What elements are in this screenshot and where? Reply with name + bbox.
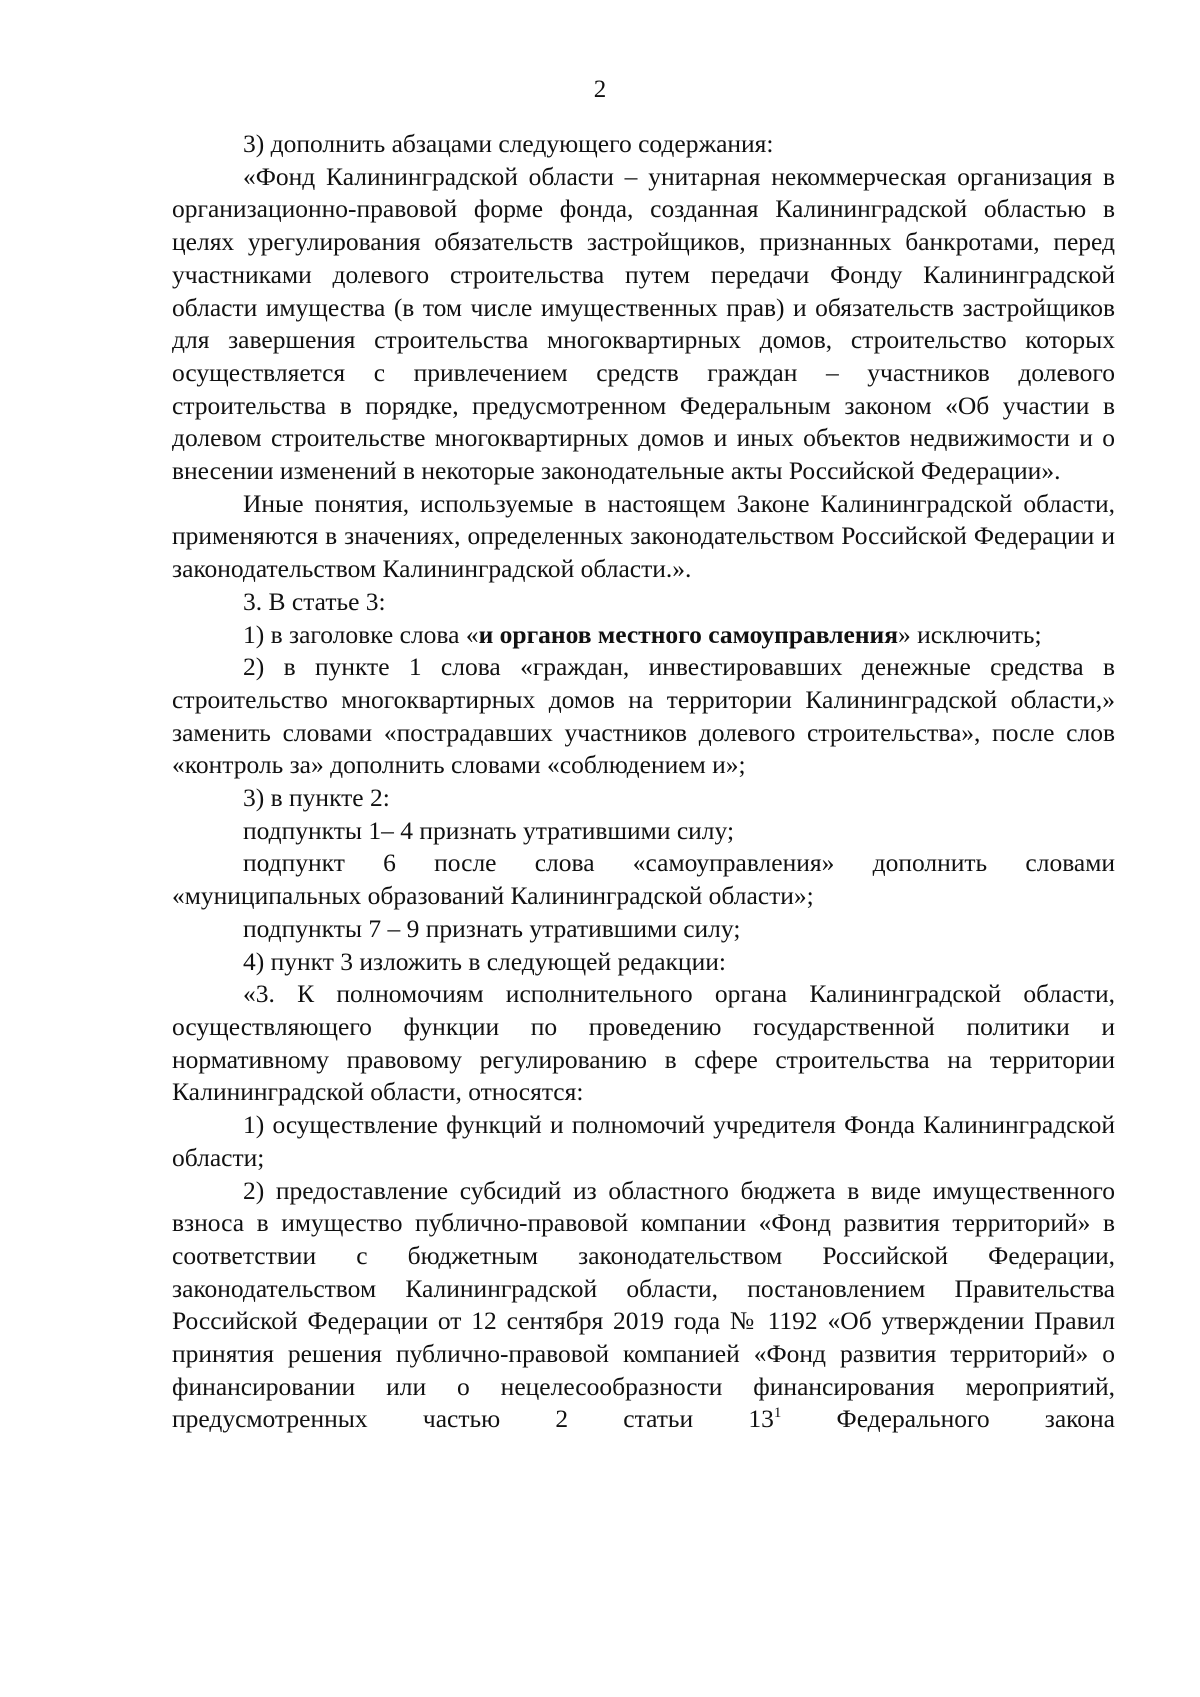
paragraph-subpoints-7-9: подпункты 7 – 9 признать утратившими силу; [243,913,741,943]
paragraph-article-3: 3. В статье 3: [243,586,386,616]
paragraph-heading-change-start: 1) в заголовке слова « [243,619,479,649]
paragraph-power-2-end: Федерального закона [781,1404,1115,1434]
paragraph-fund-definition: «Фонд Калининградской области – унитарная некоммерческая организация в организационно-правовой форме фонда, созданная Калининградской областью в целях урегулирования обязательств застройщиков, признанных банкротами, перед участниками долевого строительства путем передачи Фонду Калининградской области имущества (в том числе имущественных прав) и обязательств застройщиков для завершения строительства многоквартирных домов, строительство которых осуществляется с привлечением средств граждан – участников долевого строительства в порядке, предусмотренном Федеральным законом «Об участии в долевом строительстве многоквартирных домов и иных объектов недвижимости и о внесении изменений в некоторые законодательные акты Российской Федерации». [172,161,1115,486]
paragraph-other-concepts: Иные понятия, используемые в настоящем Законе Калининградской области, применяются в значениях, определенных законодательством Российской Федерации и законодательством Калининградской области.». [172,488,1115,584]
paragraph-subpoints-1-4: подпункты 1– 4 признать утратившими силу; [243,815,735,845]
paragraph-power-1: 1) осуществление функций и полномочий учредителя Фонда Калининградской области; [172,1110,1115,1172]
paragraph-point-2: 3) в пункте 2: [243,783,390,813]
paragraph-power-2 [172,1175,1115,1437]
paragraph-point-1-change: 2) в пункте 1 слова «граждан, инвестировавших денежные средства в строительство многоквартирных домов на территории Калининградской области,» заменить словами «пострадавших участников долевого строительства», после слов «контроль за» дополнить словами «соблюдением и»; [172,652,1115,780]
paragraph-heading-change [172,619,1115,652]
paragraph-subpoint-6: подпункт 6 после слова «самоуправления» дополнить словами «муниципальных образований Калининградской области»; [172,848,1115,911]
paragraph-power-2-text: 2) предоставление субсидий из областного бюджета в виде имущественного взноса в имущество публично-правовой компании «Фонд развития территорий» в соответствии с бюджетным законодательством Российской Федерации, законодательством Калининградской области, постановлением Правительства Российской Федерации от 12 сентября 2019 года № 1192 «Об утверждении Правил принятия решения публично-правовой компанией «Фонд развития территорий» о финансировании или о нецелесообразности финансирования мероприятий, предусмотренных частью 2 статьи 13 [172,1175,1115,1434]
bold-phrase: и органов местного самоуправления [478,619,899,649]
page-number: 2 [593,76,607,103]
superscript: 1 [773,1405,782,1422]
paragraph-heading-change-end: » исключить; [898,619,1042,649]
paragraph-powers: «3. К полномочиям исполнительного органа Калининградской области, осуществляющего функции по проведению государственной политики и нормативному правовому регулированию в сфере строительства на территории Калининградской области, относятся: [172,979,1115,1107]
paragraph-point-3-new: 4) пункт 3 изложить в следующей редакции: [243,946,726,976]
document-body [172,128,1115,1436]
paragraph-amendment-intro: 3) дополнить абзацами следующего содержания: [243,129,774,158]
